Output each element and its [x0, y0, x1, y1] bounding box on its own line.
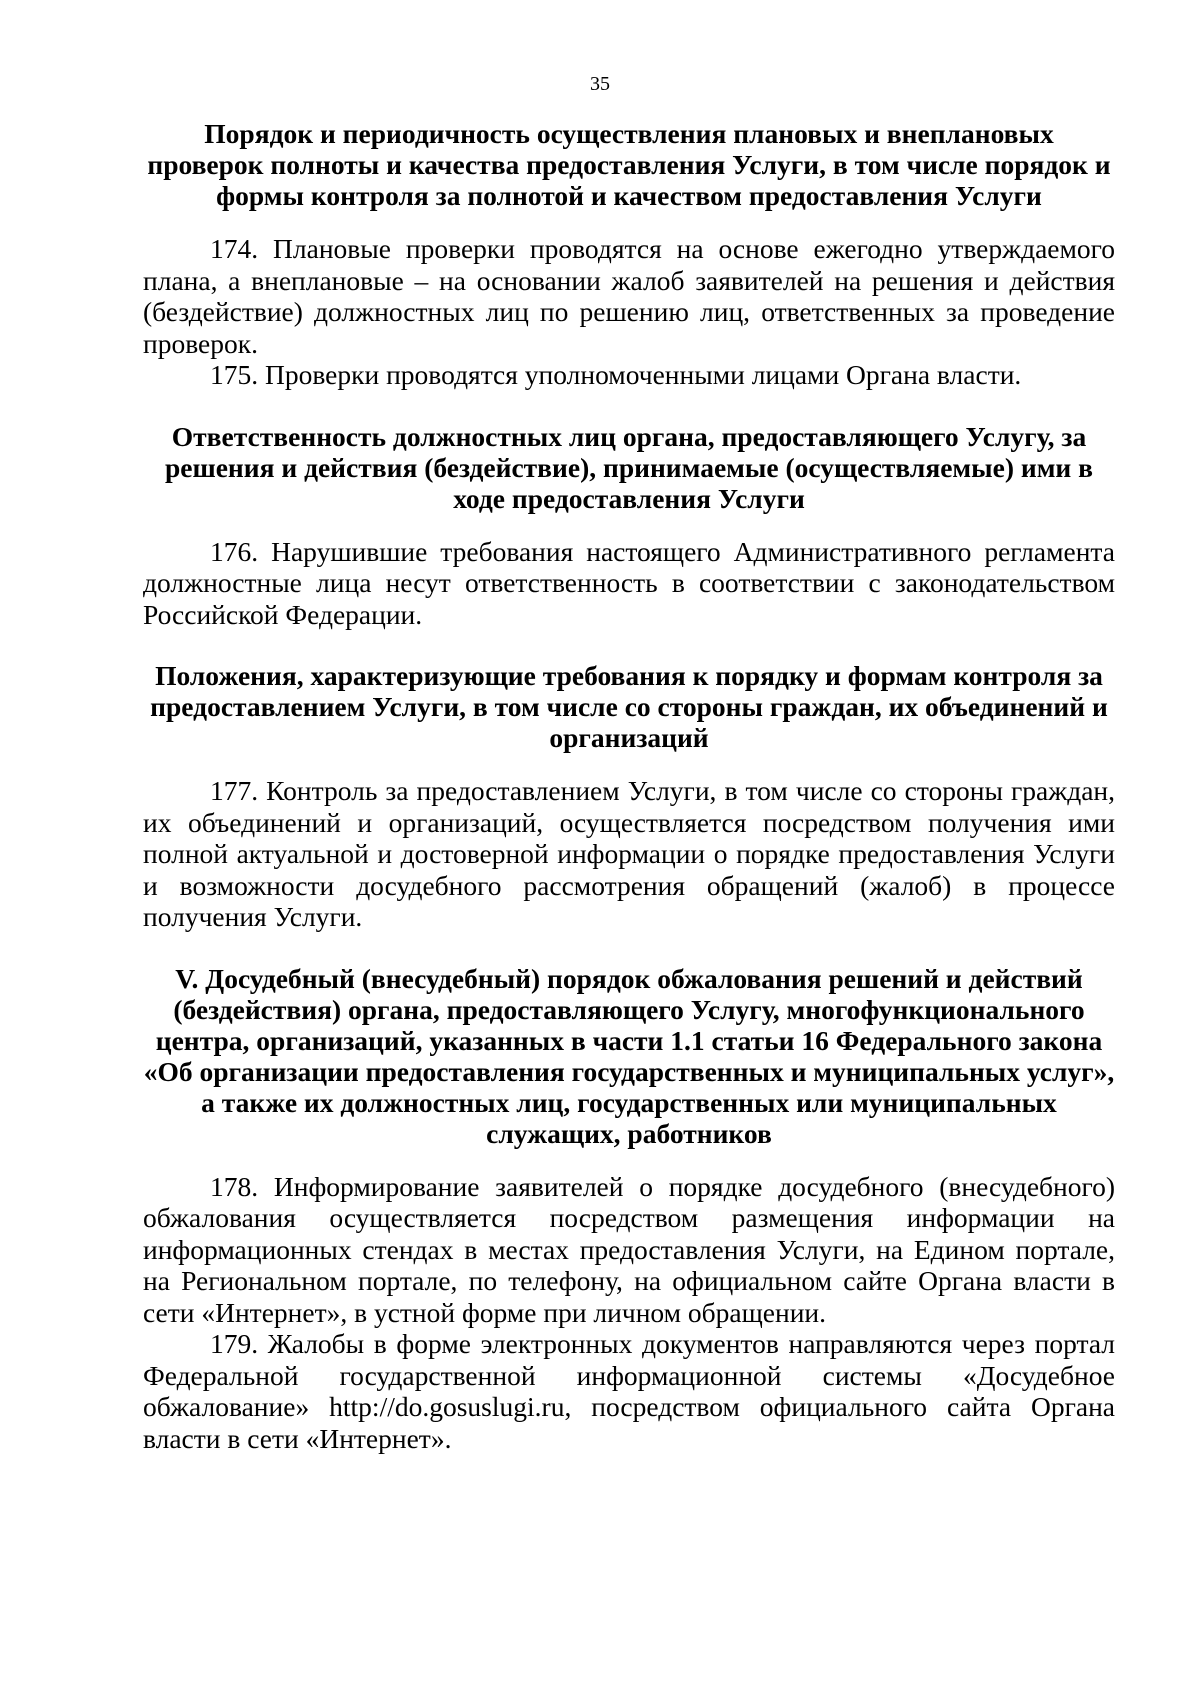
- section-control-requirements: [143, 660, 1115, 933]
- paragraph-174: 174. Плановые проверки проводятся на основе ежегодно утверждаемого плана, а внеплановые – на основании жалоб заявителей на решения и действия (бездействие) должностных лиц по решению лиц, ответственных за проведение проверок.: [143, 233, 1115, 359]
- page-number: 35: [590, 73, 610, 95]
- document-body: [143, 118, 1115, 1454]
- paragraph-178: 178. Информирование заявителей о порядке досудебного (внесудебного) обжалования осуществляется посредством размещения информации на информационных стендах в местах предоставления Услуги, на Едином портале, на Региональном портале, по телефону, на официальном сайте Органа власти в сети «Интернет», в устной форме при личном обращении.: [143, 1170, 1115, 1328]
- section-inspections: [143, 118, 1115, 391]
- paragraph-176: 176. Нарушившие требования настоящего Административного регламента должностные лица несут ответственность в соответствии с законодательством Российской Федерации.: [143, 535, 1115, 630]
- section-pretrial-appeal: [143, 963, 1115, 1455]
- section-heading: Ответственность должностных лиц органа, предоставляющего Услугу, за решения и действия (бездействие), принимаемые (осуществляемые) ими в ходе предоставления Услуги: [164, 420, 1094, 514]
- section-heading: Положения, характеризующие требования к порядку и формам контроля за предоставлением Услуги, в том числе со стороны граждан, их объединений и организаций: [150, 660, 1108, 753]
- section-heading: Порядок и периодичность осуществления плановых и внеплановых проверок полноты и качества предоставления Услуги, в том числе порядок и формы контроля за полнотой и качеством предоставления Услуги: [147, 118, 1111, 211]
- section-responsibility: [143, 421, 1115, 631]
- paragraph-177: 177. Контроль за предоставлением Услуги, в том числе со стороны граждан, их объединений и организаций, осуществляется посредством получения ими полной актуальной и достоверной информации о порядке предоставления Услуги и возможности досудебного рассмотрения обращений (жалоб) в процессе получения Услуги.: [143, 775, 1115, 932]
- paragraph-175: 175. Проверки проводятся уполномоченными лицами Органа власти.: [210, 359, 1022, 390]
- paragraph-179: 179. Жалобы в форме электронных документов направляются через портал Федеральной государственной информационной системы «Досудебное обжалование» http://do.gosuslugi.ru, посредством официального сайта Органа власти в сети «Интернет».: [143, 1328, 1115, 1454]
- section-heading: V. Досудебный (внесудебный) порядок обжалования решений и действий (бездействия) органа, предоставляющего Услугу, многофункционального центра, организаций, указанных в части 1.1 статьи 16 Федерального закона «Об организации предоставления государственных и муниципальных услуг», а также их должностных лиц, государственных или муниципальных служащих, работников: [143, 962, 1115, 1149]
